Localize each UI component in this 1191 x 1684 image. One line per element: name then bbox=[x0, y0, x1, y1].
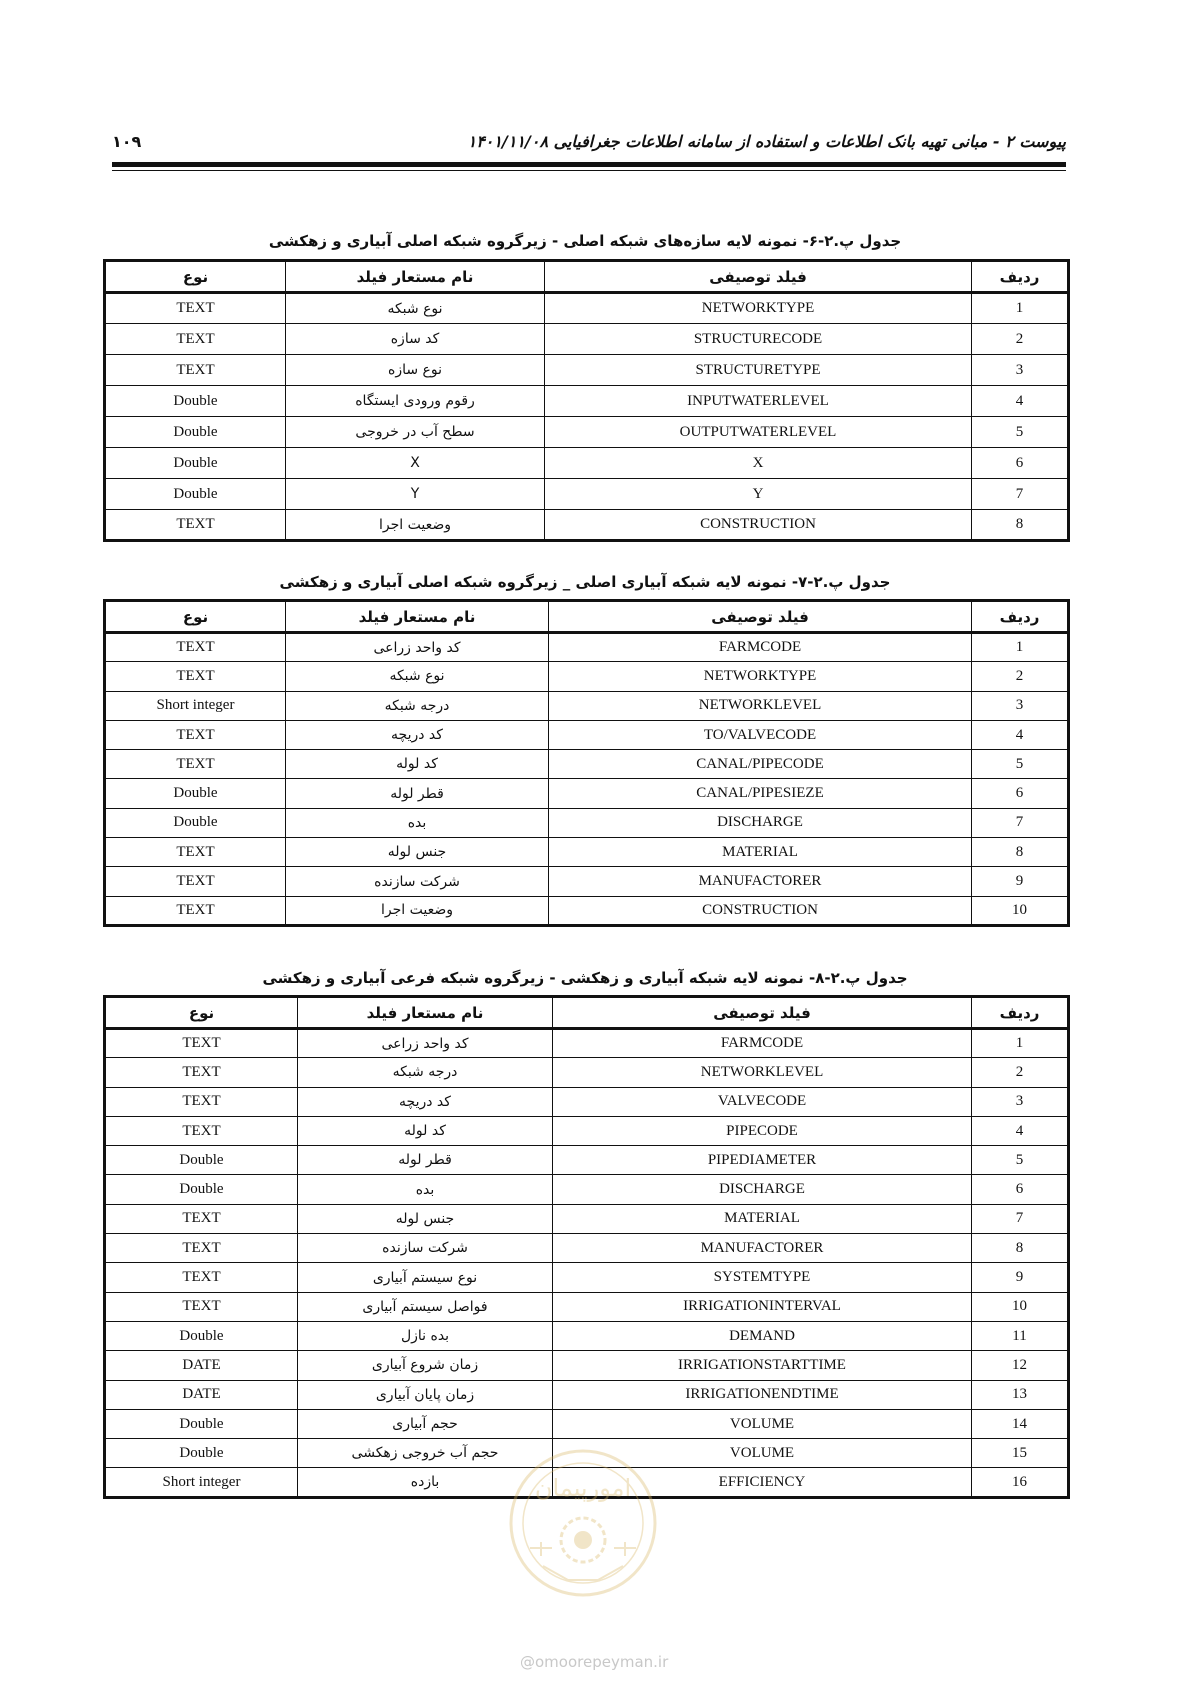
row-number-cell: 7 bbox=[972, 479, 1069, 510]
table-row bbox=[105, 662, 1069, 691]
row-number-cell: 2 bbox=[972, 1058, 1069, 1087]
field-name-cell: FARMCODE bbox=[553, 1029, 972, 1058]
column-header-row-number: ردیف bbox=[972, 997, 1069, 1029]
field-type-cell: TEXT bbox=[105, 1087, 298, 1116]
row-number-cell: 1 bbox=[972, 1029, 1069, 1058]
column-header-field: فیلد توصیفی bbox=[549, 601, 972, 633]
field-name-cell: MANUFACTORER bbox=[553, 1234, 972, 1263]
field-type-cell: DATE bbox=[105, 1351, 298, 1380]
table-row bbox=[105, 510, 1069, 541]
table-row bbox=[105, 750, 1069, 779]
field-name-cell: PIPECODE bbox=[553, 1116, 972, 1145]
field-type-cell: Double bbox=[105, 386, 286, 417]
table-row bbox=[105, 1380, 1069, 1409]
field-alias-cell: کد واحد زراعی bbox=[298, 1029, 553, 1058]
row-number-cell: 3 bbox=[972, 355, 1069, 386]
field-name-cell: DEMAND bbox=[553, 1321, 972, 1350]
row-number-cell: 9 bbox=[972, 867, 1069, 896]
row-number-cell: 6 bbox=[972, 779, 1069, 808]
row-number-cell: 7 bbox=[972, 808, 1069, 837]
field-name-cell: MATERIAL bbox=[553, 1204, 972, 1233]
row-number-cell: 1 bbox=[972, 293, 1069, 324]
table-caption-8: جدول پ.۲-۸- نمونه لایه شبکه آبیاری و زهکشی - زیرگروه شبکه فرعی آبیاری و زهکشی bbox=[262, 969, 908, 987]
field-name-cell: MANUFACTORER bbox=[549, 867, 972, 896]
table-row bbox=[105, 808, 1069, 837]
table-row bbox=[105, 1292, 1069, 1321]
field-name-cell: TO/VALVECODE bbox=[549, 720, 972, 749]
page-number: ۱۰۹ bbox=[112, 132, 142, 151]
field-name-cell: CANAL/PIPESIEZE bbox=[549, 779, 972, 808]
column-header-alias: نام مستعار فیلد bbox=[286, 261, 545, 293]
row-number-cell: 4 bbox=[972, 1116, 1069, 1145]
field-alias-cell: درجه شبکه bbox=[298, 1058, 553, 1087]
field-type-cell: TEXT bbox=[105, 324, 286, 355]
table-header-row bbox=[105, 997, 1069, 1029]
field-type-cell: Double bbox=[105, 779, 286, 808]
field-type-cell: Double bbox=[105, 808, 286, 837]
field-alias-cell: کد لوله bbox=[298, 1116, 553, 1145]
table-caption-7: جدول پ.۲-۷- نمونه لایه شبکه آبیاری اصلی _ زیرگروه شبکه اصلی آبیاری و زهکشی bbox=[279, 573, 891, 591]
row-number-cell: 3 bbox=[972, 1087, 1069, 1116]
field-type-cell: TEXT bbox=[105, 1263, 298, 1292]
header-rule-thin bbox=[112, 170, 1066, 171]
field-alias-cell: کد سازه bbox=[286, 324, 545, 355]
field-alias-cell: کد لوله bbox=[286, 750, 549, 779]
field-name-cell: IRRIGATIONENDTIME bbox=[553, 1380, 972, 1409]
field-alias-cell: جنس لوله bbox=[298, 1204, 553, 1233]
watermark-seal-icon bbox=[508, 1448, 658, 1598]
field-name-cell: STRUCTURETYPE bbox=[545, 355, 972, 386]
column-header-row-number: ردیف bbox=[972, 601, 1069, 633]
row-number-cell: 8 bbox=[972, 1234, 1069, 1263]
field-alias-cell: سطح آب در خروجی bbox=[286, 417, 545, 448]
row-number-cell: 6 bbox=[972, 1175, 1069, 1204]
field-type-cell: TEXT bbox=[105, 633, 286, 662]
row-number-cell: 8 bbox=[972, 838, 1069, 867]
field-name-cell: INPUTWATERLEVEL bbox=[545, 386, 972, 417]
table-row bbox=[105, 838, 1069, 867]
table-row bbox=[105, 355, 1069, 386]
field-type-cell: Double bbox=[105, 479, 286, 510]
field-name-cell: IRRIGATIONINTERVAL bbox=[553, 1292, 972, 1321]
row-number-cell: 10 bbox=[972, 1292, 1069, 1321]
field-alias-cell: جنس لوله bbox=[286, 838, 549, 867]
field-type-cell: Double bbox=[105, 1439, 298, 1468]
column-header-field: فیلد توصیفی bbox=[545, 261, 972, 293]
field-alias-cell: حجم آب خروجی زهکشی bbox=[298, 1439, 553, 1468]
field-alias-cell: شرکت سازنده bbox=[286, 867, 549, 896]
table-row bbox=[105, 324, 1069, 355]
column-header-alias: نام مستعار فیلد bbox=[298, 997, 553, 1029]
field-name-cell: CANAL/PIPECODE bbox=[549, 750, 972, 779]
field-name-cell: NETWORKLEVEL bbox=[549, 691, 972, 720]
field-type-cell: TEXT bbox=[105, 867, 286, 896]
row-number-cell: 14 bbox=[972, 1409, 1069, 1438]
table-row bbox=[105, 779, 1069, 808]
table-row bbox=[105, 633, 1069, 662]
field-alias-cell: زمان پایان آبیاری bbox=[298, 1380, 553, 1409]
watermark-logo-text: امورپیمان bbox=[534, 1474, 632, 1502]
table-row bbox=[105, 293, 1069, 324]
field-type-cell: Short integer bbox=[105, 1468, 298, 1497]
field-type-cell: TEXT bbox=[105, 1234, 298, 1263]
field-alias-cell: بده نازل bbox=[298, 1321, 553, 1350]
row-number-cell: 12 bbox=[972, 1351, 1069, 1380]
column-header-row-number: ردیف bbox=[972, 261, 1069, 293]
field-alias-cell: حجم آبیاری bbox=[298, 1409, 553, 1438]
table-row bbox=[105, 417, 1069, 448]
watermark-site: @omoorepeyman.ir bbox=[520, 1653, 669, 1671]
field-type-cell: Short integer bbox=[105, 691, 286, 720]
row-number-cell: 10 bbox=[972, 896, 1069, 925]
field-alias-cell: Y bbox=[286, 479, 545, 510]
field-name-cell: VALVECODE bbox=[553, 1087, 972, 1116]
field-type-cell: TEXT bbox=[105, 838, 286, 867]
field-alias-cell: وضعیت اجرا bbox=[286, 896, 549, 925]
row-number-cell: 3 bbox=[972, 691, 1069, 720]
field-alias-cell: شرکت سازنده bbox=[298, 1234, 553, 1263]
field-type-cell: Double bbox=[105, 1146, 298, 1175]
field-name-cell: NETWORKTYPE bbox=[545, 293, 972, 324]
page-header bbox=[112, 128, 1066, 164]
table-row bbox=[105, 479, 1069, 510]
table-row bbox=[105, 1029, 1069, 1058]
row-number-cell: 13 bbox=[972, 1380, 1069, 1409]
table-row bbox=[105, 1321, 1069, 1350]
row-number-cell: 1 bbox=[972, 633, 1069, 662]
field-type-cell: TEXT bbox=[105, 1029, 298, 1058]
field-name-cell: CONSTRUCTION bbox=[545, 510, 972, 541]
field-type-cell: Double bbox=[105, 448, 286, 479]
field-name-cell: X bbox=[545, 448, 972, 479]
field-type-cell: Double bbox=[105, 1321, 298, 1350]
table-7 bbox=[103, 599, 1070, 927]
field-name-cell: CONSTRUCTION bbox=[549, 896, 972, 925]
field-name-cell: VOLUME bbox=[553, 1409, 972, 1438]
field-type-cell: TEXT bbox=[105, 1292, 298, 1321]
field-name-cell: VOLUME bbox=[553, 1439, 972, 1468]
field-type-cell: TEXT bbox=[105, 896, 286, 925]
field-type-cell: TEXT bbox=[105, 1116, 298, 1145]
field-type-cell: TEXT bbox=[105, 720, 286, 749]
row-number-cell: 5 bbox=[972, 750, 1069, 779]
row-number-cell: 6 bbox=[972, 448, 1069, 479]
field-name-cell: IRRIGATIONSTARTTIME bbox=[553, 1351, 972, 1380]
row-number-cell: 4 bbox=[972, 386, 1069, 417]
table-row bbox=[105, 896, 1069, 925]
table-row bbox=[105, 1058, 1069, 1087]
field-type-cell: TEXT bbox=[105, 662, 286, 691]
field-name-cell: FARMCODE bbox=[549, 633, 972, 662]
table-row bbox=[105, 1409, 1069, 1438]
column-header-type: نوع bbox=[105, 997, 298, 1029]
row-number-cell: 2 bbox=[972, 662, 1069, 691]
table-row bbox=[105, 1116, 1069, 1145]
table-row bbox=[105, 386, 1069, 417]
row-number-cell: 9 bbox=[972, 1263, 1069, 1292]
field-alias-cell: رقوم ورودی ایستگاه bbox=[286, 386, 545, 417]
table-header-row bbox=[105, 261, 1069, 293]
field-name-cell: DISCHARGE bbox=[549, 808, 972, 837]
field-alias-cell: بده bbox=[298, 1175, 553, 1204]
field-type-cell: TEXT bbox=[105, 1058, 298, 1087]
field-type-cell: TEXT bbox=[105, 510, 286, 541]
field-name-cell: SYSTEMTYPE bbox=[553, 1263, 972, 1292]
table-row bbox=[105, 720, 1069, 749]
field-alias-cell: کد دریچه bbox=[298, 1087, 553, 1116]
field-name-cell: OUTPUTWATERLEVEL bbox=[545, 417, 972, 448]
field-type-cell: DATE bbox=[105, 1380, 298, 1409]
table-row bbox=[105, 1234, 1069, 1263]
field-alias-cell: فواصل سیستم آبیاری bbox=[298, 1292, 553, 1321]
row-number-cell: 5 bbox=[972, 1146, 1069, 1175]
table-row bbox=[105, 448, 1069, 479]
row-number-cell: 7 bbox=[972, 1204, 1069, 1233]
row-number-cell: 5 bbox=[972, 417, 1069, 448]
header-rule-thick bbox=[112, 162, 1066, 167]
field-type-cell: TEXT bbox=[105, 750, 286, 779]
column-header-field: فیلد توصیفی bbox=[553, 997, 972, 1029]
table-row bbox=[105, 1263, 1069, 1292]
table-row bbox=[105, 1175, 1069, 1204]
table-8 bbox=[103, 995, 1070, 1499]
row-number-cell: 8 bbox=[972, 510, 1069, 541]
row-number-cell: 11 bbox=[972, 1321, 1069, 1350]
field-alias-cell: کد واحد زراعی bbox=[286, 633, 549, 662]
field-type-cell: Double bbox=[105, 1175, 298, 1204]
running-title: پیوست ۲ - مبانی تهیه بانک اطلاعات و استفاده از سامانه اطلاعات جغرافیایی ۱۴۰۱/۱۱/۰۸ bbox=[467, 132, 1066, 151]
field-name-cell: MATERIAL bbox=[549, 838, 972, 867]
field-alias-cell: نوع سیستم آبیاری bbox=[298, 1263, 553, 1292]
field-type-cell: Double bbox=[105, 1409, 298, 1438]
row-number-cell: 15 bbox=[972, 1439, 1069, 1468]
field-alias-cell: بده bbox=[286, 808, 549, 837]
field-type-cell: TEXT bbox=[105, 293, 286, 324]
field-name-cell: EFFICIENCY bbox=[553, 1468, 972, 1497]
field-alias-cell: وضعیت اجرا bbox=[286, 510, 545, 541]
field-alias-cell: X bbox=[286, 448, 545, 479]
row-number-cell: 2 bbox=[972, 324, 1069, 355]
field-type-cell: Double bbox=[105, 417, 286, 448]
field-alias-cell: کد دریچه bbox=[286, 720, 549, 749]
field-alias-cell: بازده bbox=[298, 1468, 553, 1497]
field-name-cell: Y bbox=[545, 479, 972, 510]
table-row bbox=[105, 691, 1069, 720]
row-number-cell: 16 bbox=[972, 1468, 1069, 1497]
field-alias-cell: نوع شبکه bbox=[286, 662, 549, 691]
table-row bbox=[105, 1204, 1069, 1233]
table-row bbox=[105, 1087, 1069, 1116]
field-name-cell: PIPEDIAMETER bbox=[553, 1146, 972, 1175]
field-alias-cell: قطر لوله bbox=[286, 779, 549, 808]
field-alias-cell: زمان شروع آبیاری bbox=[298, 1351, 553, 1380]
table-row bbox=[105, 867, 1069, 896]
column-header-alias: نام مستعار فیلد bbox=[286, 601, 549, 633]
field-name-cell: NETWORKLEVEL bbox=[553, 1058, 972, 1087]
field-name-cell: DISCHARGE bbox=[553, 1175, 972, 1204]
field-alias-cell: قطر لوله bbox=[298, 1146, 553, 1175]
column-header-type: نوع bbox=[105, 261, 286, 293]
table-header-row bbox=[105, 601, 1069, 633]
table-caption-6: جدول پ.۲-۶- نمونه لایه سازه‌های شبکه اصلی - زیرگروه شبکه اصلی آبیاری و زهکشی bbox=[268, 232, 902, 250]
field-name-cell: STRUCTURECODE bbox=[545, 324, 972, 355]
table-row bbox=[105, 1351, 1069, 1380]
field-type-cell: TEXT bbox=[105, 355, 286, 386]
field-name-cell: NETWORKTYPE bbox=[549, 662, 972, 691]
row-number-cell: 4 bbox=[972, 720, 1069, 749]
field-alias-cell: درجه شبکه bbox=[286, 691, 549, 720]
table-6 bbox=[103, 259, 1070, 542]
field-alias-cell: نوع شبکه bbox=[286, 293, 545, 324]
column-header-type: نوع bbox=[105, 601, 286, 633]
field-type-cell: TEXT bbox=[105, 1204, 298, 1233]
table-row bbox=[105, 1146, 1069, 1175]
field-alias-cell: نوع سازه bbox=[286, 355, 545, 386]
